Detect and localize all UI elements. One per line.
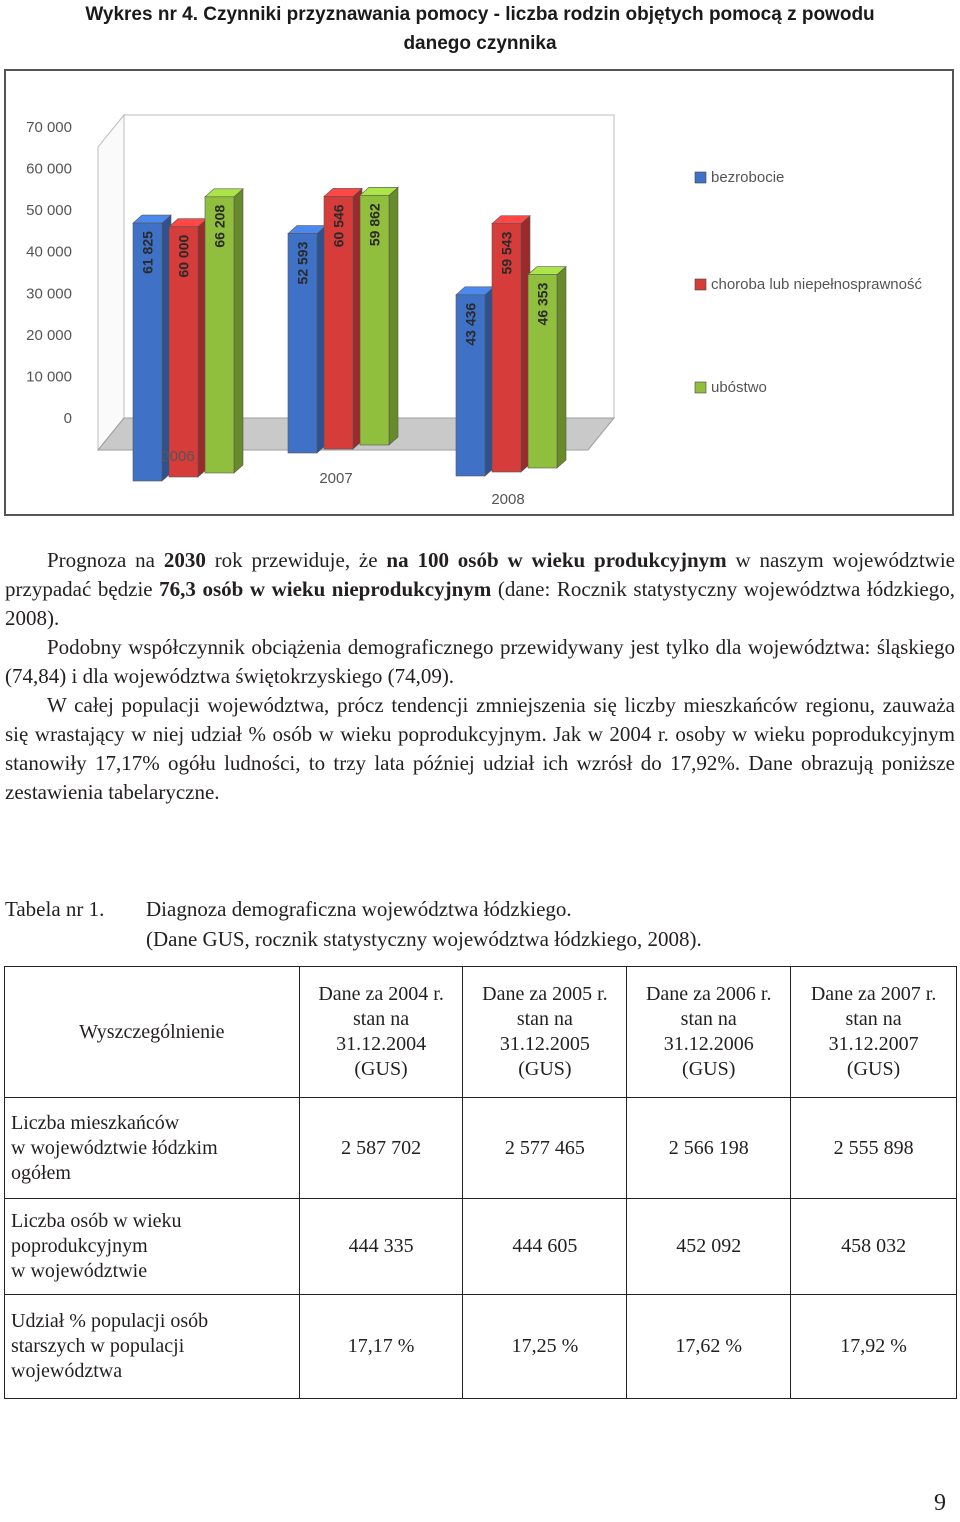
category-label: 2008 <box>491 491 525 508</box>
table-row <box>5 1295 957 1399</box>
header-label: Wyszczególnienie <box>79 1020 225 1043</box>
table-cell: 17,25 % <box>463 1295 627 1399</box>
table-caption-label: Tabela nr 1. <box>5 897 105 921</box>
y-tick-label: 20 000 <box>26 326 72 344</box>
legend-swatch <box>695 172 706 183</box>
table-cell: 458 032 <box>791 1199 957 1295</box>
row-0-label-l2: w województwie łódzkim <box>11 1136 218 1159</box>
paragraph-forecast <box>5 546 955 633</box>
legend-label: choroba lub niepełnosprawność <box>711 276 922 293</box>
p1-d: na 100 osób w wieku produkcyjnym <box>386 548 727 572</box>
row-label-cell <box>5 1295 300 1399</box>
p1-b: 2030 <box>163 548 206 572</box>
header-2005-l1: Dane za 2005 r. <box>482 983 608 1005</box>
row-1-label-l1: Liczba osób w wieku <box>11 1210 182 1232</box>
table-cell: 444 335 <box>299 1199 463 1295</box>
table-caption-line2: (Dane GUS, rocznik statystyczny województwa łódzkiego, 2008). <box>146 927 702 951</box>
header-2007-l1: Dane za 2007 r. <box>810 983 937 1005</box>
chart-title-line2: danego czynnika <box>403 33 557 54</box>
header-2007-l2: stan na <box>845 1008 902 1030</box>
bar-side-ubóstwo-2007 <box>389 187 398 445</box>
table-cell: 17,62 % <box>627 1295 791 1399</box>
header-2004-l4: (GUS) <box>354 1058 408 1080</box>
data-label: 59 543 <box>498 231 515 275</box>
table-cell: 444 605 <box>463 1199 627 1295</box>
category-label: 2007 <box>319 470 353 487</box>
header-cell-2005 <box>463 967 627 1098</box>
header-2007-l3: 31.12.2007 <box>828 1033 919 1055</box>
bar-side-ubóstwo-2006 <box>234 189 243 473</box>
y-tick-label: 70 000 <box>26 119 72 136</box>
header-2007-l4: (GUS) <box>846 1058 901 1080</box>
row-2-label-l3: województwa <box>11 1360 123 1382</box>
legend-label: ubóstwo <box>711 379 767 396</box>
header-2004-l1: Dane za 2004 r. <box>318 983 444 1005</box>
chart-frame <box>4 69 954 516</box>
data-label: 59 862 <box>366 203 383 247</box>
y-tick-label: 10 000 <box>26 368 72 386</box>
y-tick-label: 30 000 <box>26 285 72 303</box>
row-2-label-l2: starszych w populacji <box>11 1335 185 1357</box>
bar-chart <box>6 71 952 514</box>
p1-e: w naszym województwie przypadać będzie <box>5 548 956 601</box>
data-label: 60 000 <box>175 234 192 278</box>
header-cell-2004 <box>299 967 463 1098</box>
header-2004-l3: 31.12.2004 <box>336 1033 427 1055</box>
row-1-label-l2: poprodukcyjnym <box>11 1235 148 1257</box>
bar-side-ubóstwo-2008 <box>557 267 566 468</box>
header-2006-l2: stan na <box>680 1008 737 1030</box>
y-tick-label: 0 <box>63 410 72 427</box>
table-caption-line1: Diagnoza demograficzna województwa łódzkiego. <box>146 897 572 921</box>
chart-title-line1: Wykres nr 4. Czynniki przyznawania pomocy - liczba rodzin objętych pomocą z powodu <box>85 4 875 25</box>
row-label-cell <box>5 1199 300 1295</box>
header-2006-l4: (GUS) <box>682 1058 736 1080</box>
paragraph-coefficient: Podobny współczynnik obciążenia demograficznego przewidywany jest tylko dla województwa: śląskiego (74,84) i dla województwa świętokrzyskiego (74,09). <box>5 635 955 688</box>
table-cell: 452 092 <box>627 1199 791 1295</box>
table-cell: 17,92 % <box>791 1295 957 1399</box>
table-row <box>5 1098 957 1199</box>
data-label: 43 436 <box>462 302 479 346</box>
chart-side-wall <box>98 115 124 450</box>
data-label: 61 825 <box>139 231 156 274</box>
legend-label: bezrobocie <box>711 169 785 186</box>
table-cell: 2 587 702 <box>299 1098 463 1199</box>
paragraph-population: W całej populacji województwa, prócz tendencji zmniejszenia się liczby mieszkańców regionu, zauważa się wrastający w niej udział % osób w wieku poprodukcyjnym. Jak w 2004 r. osoby w wieku poprodukcyjnym stanowiły 17,17% ogółu ludności, to trzy lata później udział ich wzrósł do 17,92%. Dane obrazują poniższe zestawienia tabelaryczne. <box>5 693 955 804</box>
chart-title <box>0 0 960 58</box>
p1-c: rok przewiduje, że <box>205 548 387 572</box>
p1-f: 76,3 osób w wieku nieprodukcyjnym <box>159 577 492 601</box>
table-row <box>5 1199 957 1295</box>
legend-swatch <box>695 382 706 393</box>
header-2004-l2: stan na <box>353 1008 410 1030</box>
row-1-label-l3: w województwie <box>11 1260 148 1282</box>
demographic-table <box>4 966 957 1399</box>
table-header-row <box>5 967 957 1098</box>
row-0-label-l1: Liczba mieszkańców <box>11 1111 180 1134</box>
table-cell: 2 577 465 <box>463 1098 627 1199</box>
y-tick-label: 60 000 <box>26 160 72 178</box>
table-cell: 2 566 198 <box>627 1098 791 1199</box>
category-label: 2006 <box>161 448 195 465</box>
row-label-cell <box>5 1098 300 1199</box>
header-cell-2007 <box>791 967 957 1098</box>
table-cell: 2 555 898 <box>791 1098 957 1199</box>
data-label: 60 546 <box>330 204 347 248</box>
legend-swatch <box>695 279 706 290</box>
header-2005-l2: stan na <box>516 1008 573 1030</box>
table-cell: 17,17 % <box>299 1295 463 1399</box>
p1-a: Prognoza na <box>47 548 164 572</box>
header-2005-l4: (GUS) <box>518 1058 572 1080</box>
data-label: 52 593 <box>294 241 311 285</box>
row-0-label-l3: ogółem <box>11 1161 71 1184</box>
header-2006-l3: 31.12.2006 <box>663 1033 754 1055</box>
header-label-cell <box>5 967 300 1098</box>
y-tick-label: 40 000 <box>26 243 72 261</box>
page-number: 9 <box>934 1490 946 1516</box>
header-2005-l3: 31.12.2005 <box>499 1033 590 1055</box>
y-tick-label: 50 000 <box>26 202 72 220</box>
p1-g: (dane: Rocznik statystyczny województwa łódzkiego, 2008). <box>5 577 955 630</box>
row-2-label-l1: Udział % populacji osób <box>11 1310 209 1332</box>
header-2006-l1: Dane za 2006 r. <box>645 983 772 1005</box>
data-label: 66 208 <box>211 204 228 248</box>
data-label: 46 353 <box>534 282 551 326</box>
header-cell-2006 <box>627 967 791 1098</box>
